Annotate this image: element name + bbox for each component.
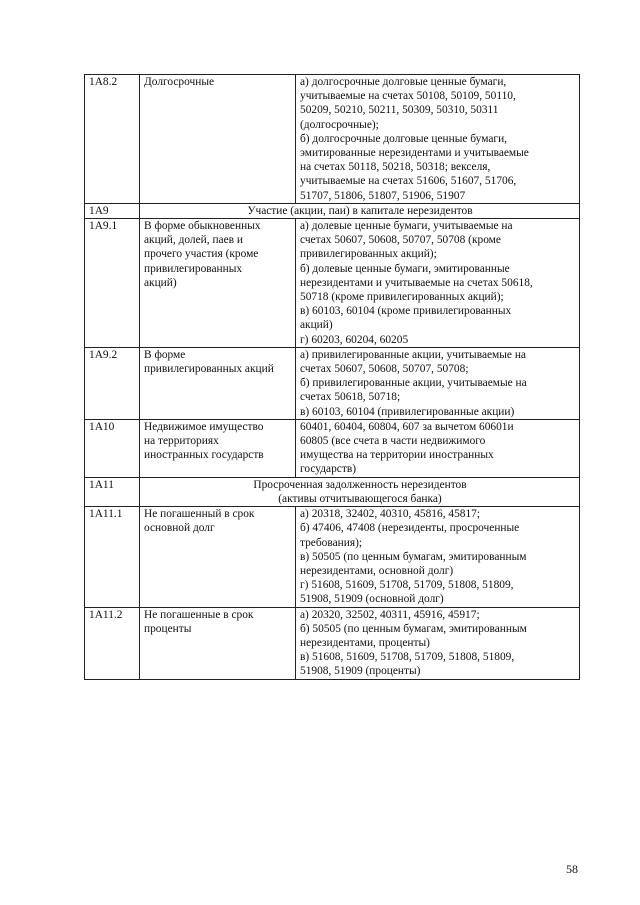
row-accounts — [296, 75, 580, 204]
row-name-line: В форме обыкновенных — [144, 220, 261, 233]
row-code: 1А9.1 — [85, 219, 140, 348]
row-accounts-line: а) 20318, 32402, 40310, 45816, 45817; — [300, 508, 481, 521]
table-row — [85, 419, 580, 477]
row-accounts-line: эмитированные нерезидентами и учитываемые — [300, 147, 529, 160]
row-accounts-line: б) долгосрочные долговые ценные бумаги, — [300, 132, 508, 145]
section-title-line: (активы отчитывающегося банка) — [278, 492, 442, 505]
row-accounts-line: в) 50505 (по ценным бумагам, эмитированным — [300, 550, 527, 563]
row-accounts-line: б) 47406, 47408 (нерезиденты, просроченные — [300, 522, 520, 535]
row-accounts-line: государств) — [300, 463, 357, 476]
row-name — [140, 507, 296, 607]
row-code: 1А11.2 — [85, 607, 140, 679]
page-number: 58 — [566, 862, 578, 876]
table-row — [85, 75, 580, 204]
row-code: 1А9 — [85, 203, 140, 218]
row-accounts-line: б) 50505 (по ценным бумагам, эмитированным — [300, 622, 527, 635]
row-name — [140, 75, 296, 204]
row-code: 1А11 — [85, 477, 140, 506]
row-name-line: В форме — [144, 348, 186, 361]
row-accounts — [296, 607, 580, 679]
accounts-table-body — [85, 75, 580, 680]
row-accounts-line: счетах 50607, 50608, 50707, 50708 (кроме — [300, 234, 501, 247]
row-name — [140, 347, 296, 419]
section-title-line: Просроченная задолженность нерезидентов — [253, 478, 467, 491]
section-row — [85, 203, 580, 218]
row-accounts-line: (долгосрочные); — [300, 118, 379, 131]
row-name-line: проценты — [144, 622, 192, 635]
row-name — [140, 219, 296, 348]
row-name-line: Не погашенные в срок — [144, 608, 254, 621]
table-row — [85, 607, 580, 679]
row-name-line: основной долг — [144, 522, 215, 535]
row-name-line: иностранных государств — [144, 449, 264, 462]
row-accounts-line: г) 51608, 51609, 51708, 51709, 51808, 51809, — [300, 579, 514, 592]
row-name-line: акций) — [144, 276, 177, 289]
row-name-line: Долгосрочные — [144, 76, 215, 88]
row-accounts-line: 60805 (все счета в части недвижимого — [300, 435, 486, 448]
section-row — [85, 477, 580, 506]
row-code: 1А9.2 — [85, 347, 140, 419]
row-accounts-line: 51908, 51909 (проценты) — [300, 665, 421, 678]
row-accounts-line: счетах 50607, 50608, 50707, 50708; — [300, 363, 469, 376]
row-accounts-line: в) 51608, 51609, 51708, 51709, 51808, 51809, — [300, 651, 515, 664]
section-title — [140, 203, 580, 218]
row-name-line: Не погашенный в срок — [144, 508, 255, 521]
row-accounts — [296, 507, 580, 607]
row-accounts-line: нерезидентами и учитываемые на счетах 50618, — [300, 276, 533, 289]
row-accounts-line: в) 60103, 60104 (кроме привилегированных — [300, 305, 512, 318]
row-accounts-line: б) привилегированные акции, учитываемые на — [300, 377, 527, 390]
row-accounts-line: акций) — [300, 319, 333, 332]
row-accounts-line: в) 60103, 60104 (привилегированные акции) — [300, 405, 515, 418]
row-accounts-line: счетах 50618, 50718; — [300, 391, 401, 404]
row-accounts — [296, 347, 580, 419]
row-code: 1А10 — [85, 419, 140, 477]
row-name-line: Недвижимое имущество — [144, 420, 264, 433]
row-accounts-line: учитываемые на счетах 51606, 51607, 51706, — [300, 175, 517, 188]
row-name-line: прочего участия (кроме — [144, 248, 259, 261]
section-title — [140, 477, 580, 506]
row-accounts-line: а) долгосрочные долговые ценные бумаги, — [300, 76, 507, 88]
row-accounts-line: привилегированных акций); — [300, 248, 437, 261]
row-accounts-line: требования); — [300, 536, 363, 549]
row-accounts-line: нерезидентами, основной долг) — [300, 564, 454, 577]
row-accounts-line: г) 60203, 60204, 60205 — [300, 333, 409, 346]
row-accounts-line: 51908, 51909 (основной долг) — [300, 593, 444, 606]
row-accounts-line: учитываемые на счетах 50108, 50109, 50110, — [300, 90, 516, 103]
row-name — [140, 419, 296, 477]
row-name — [140, 607, 296, 679]
section-title-line: Участие (акции, паи) в капитале нерезидентов — [247, 204, 473, 217]
row-accounts-line: нерезидентами, проценты) — [300, 636, 430, 649]
table-row — [85, 507, 580, 607]
row-accounts — [296, 419, 580, 477]
accounts-table — [84, 74, 580, 680]
row-accounts-line: на счетах 50118, 50218, 50318; векселя, — [300, 161, 491, 174]
row-accounts-line: б) долевые ценные бумаги, эмитированные — [300, 262, 510, 275]
row-name-line: акций, долей, паев и — [144, 234, 243, 247]
row-name-line: на территориях — [144, 435, 219, 448]
row-accounts-line: а) 20320, 32502, 40311, 45916, 45917; — [300, 608, 480, 621]
table-row — [85, 219, 580, 348]
row-code: 1A8.2 — [85, 75, 140, 204]
row-accounts — [296, 219, 580, 348]
row-name-line: привилегированных акций — [144, 363, 274, 376]
row-accounts-line: а) привилегированные акции, учитываемые на — [300, 348, 526, 361]
row-accounts-line: 50718 (кроме привилегированных акций); — [300, 291, 504, 304]
row-accounts-line: 60401, 60404, 60804, 607 за вычетом 60601и — [300, 420, 514, 433]
row-accounts-line: а) долевые ценные бумаги, учитываемые на — [300, 220, 513, 233]
row-code: 1А11.1 — [85, 507, 140, 607]
row-accounts-line: 50209, 50210, 50211, 50309, 50310, 50311 — [300, 104, 499, 117]
row-accounts-line: 51707, 51806, 51807, 51906, 51907 — [300, 189, 466, 202]
table-row — [85, 347, 580, 419]
row-name-line: привилегированных — [144, 262, 243, 275]
row-accounts-line: имущества на территории иностранных — [300, 449, 494, 462]
